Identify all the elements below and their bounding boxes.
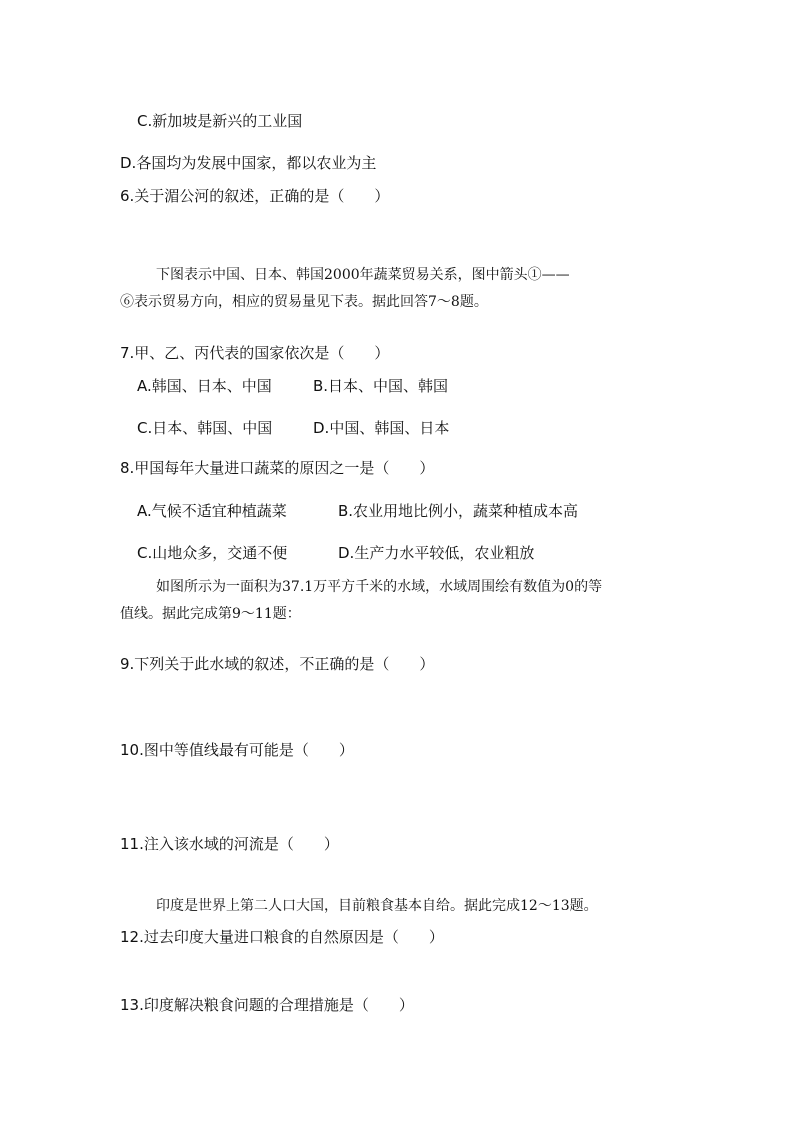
q5-option-c: C.新加坡是新兴的工业国 [137,112,303,130]
q7-option-d: D.中国、韩国、日本 [313,419,450,437]
question-9-stem: 9.下列关于此水域的叙述，不正确的是（ ） [120,655,435,673]
passage-9-11-line-2: 值线。据此完成第9～11题： [120,606,301,622]
passage-7-8-line-2: ⑥表示贸易方向，相应的贸易量见下表。据此回答7～8题。 [120,294,488,310]
passage-9-11-line-1: 如图所示为一面积为37.1万平方千米的水域，水域周围绘有数值为0的等 [156,579,603,595]
q8-option-c: C.山地众多，交通不便 [137,544,288,562]
question-13-stem: 13.印度解决粮食问题的合理措施是（ ） [120,996,414,1014]
question-8-stem: 8.甲国每年大量进口蔬菜的原因之一是（ ） [120,459,435,477]
question-6-stem: 6.关于湄公河的叙述，正确的是（ ） [120,187,390,205]
q7-option-c: C.日本、韩国、中国 [137,419,273,437]
q5-option-d: D.各国均为发展中国家，都以农业为主 [120,154,377,172]
question-10-stem: 10.图中等值线最有可能是（ ） [120,741,354,759]
passage-12-13-line-1: 印度是世界上第二人口大国，目前粮食基本自给。据此完成12～13题。 [156,898,598,914]
question-7-stem: 7.甲、乙、丙代表的国家依次是（ ） [120,344,390,362]
q8-option-d: D.生产力水平较低，农业粗放 [338,544,535,562]
q8-option-b: B.农业用地比例小，蔬菜种植成本高 [338,502,579,520]
question-11-stem: 11.注入该水域的河流是（ ） [120,835,339,853]
q8-option-a: A.气候不适宜种植蔬菜 [137,502,287,520]
question-12-stem: 12.过去印度大量进口粮食的自然原因是（ ） [120,928,444,946]
passage-7-8-line-1: 下图表示中国、日本、韩国2000年蔬菜贸易关系，图中箭头①—— [156,267,570,283]
q7-option-a: A.韩国、日本、中国 [137,377,272,395]
q7-option-b: B.日本、中国、韩国 [313,377,449,395]
